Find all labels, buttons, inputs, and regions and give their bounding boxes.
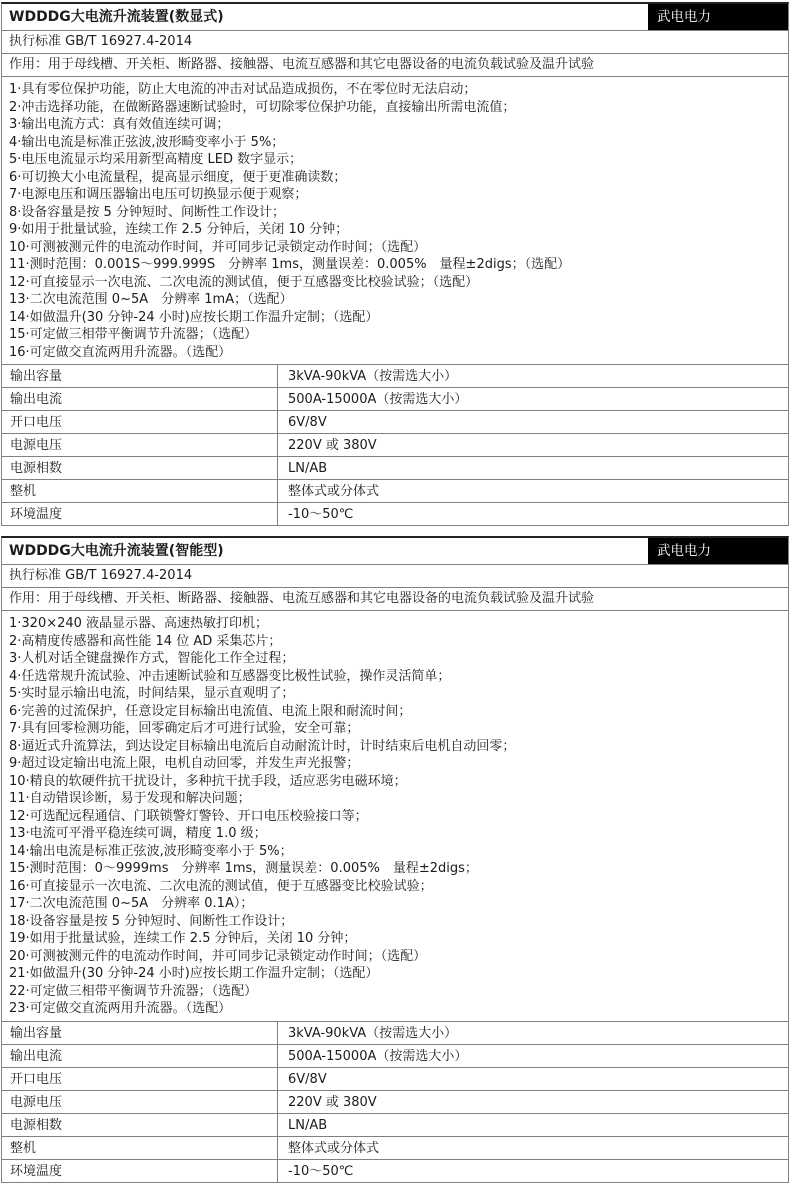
- feature-item: 22·可定做三相带平衡调节升流器；（选配）: [9, 983, 258, 999]
- spec-label: 环境温度: [2, 1160, 278, 1182]
- spec-row: [2, 434, 788, 457]
- feature-item: 7·电源电压和调压器输出电压可切换显示便于观察；: [9, 187, 308, 202]
- spec-value: 3kVA-90kVA（按需选大小）: [288, 1025, 458, 1041]
- spec-label: 开口电压: [2, 1068, 278, 1090]
- standard-row: 执行标准 GB/T 16927.4-2014: [2, 31, 788, 54]
- feature-item: 21·如做温升(30 分钟-24 小时)应按长期工作温升定制；（选配）: [9, 966, 379, 981]
- feature-item: 9·如用于批量试验，连续工作 2.5 分钟后，关闭 10 分钟；: [9, 222, 349, 237]
- spec-row: [2, 1137, 788, 1160]
- spec-table: [2, 1022, 788, 1182]
- spec-value: 3kVA-90kVA（按需选大小）: [288, 369, 458, 384]
- spec-label: 开口电压: [2, 411, 278, 433]
- spec-label: 输出电流: [2, 1045, 278, 1067]
- spec-row: [2, 1091, 788, 1114]
- brand-badge: 武电电力: [648, 538, 788, 564]
- spec-value: -10～50℃: [288, 1163, 354, 1179]
- spec-label: 整机: [2, 1137, 278, 1159]
- feature-item: 5·电压电流显示均采用新型高精度 LED 数字显示；: [9, 152, 303, 167]
- spec-row: [2, 411, 788, 434]
- standard-row: 执行标准 GB/T 16927.4-2014: [2, 565, 788, 588]
- feature-item: 8·逼近式升流算法，到达设定目标输出电流后自动耐流计时，计时结束后电机自动回零；: [9, 738, 516, 754]
- spec-value: 整体式或分体式: [288, 484, 380, 499]
- section-header: [2, 538, 788, 565]
- spec-value: 500A-15000A（按需选大小）: [288, 392, 468, 407]
- feature-item: 11·测时范围：0.001S～999.999S 分辨率 1ms，测量误差：0.005% 量程±2digs；（选配）: [9, 257, 571, 272]
- section-digital-display: [1, 2, 789, 526]
- feature-item: 18·设备容量是按 5 分钟短时、间断性工作设计；: [9, 913, 294, 929]
- feature-item: 7·具有回零检测功能，回零确定后才可进行试验，安全可靠；: [9, 721, 360, 736]
- spec-row: [2, 1022, 788, 1045]
- spec-value: LN/AB: [288, 1117, 328, 1133]
- spec-label: 整机: [2, 480, 278, 502]
- feature-item: 9·超过设定输出电流上限，电机自动回零，并发生声光报警；: [9, 756, 360, 771]
- feature-item: 6·完善的过流保护，任意设定目标输出电流值、电流上限和耐流时间；: [9, 703, 412, 719]
- spec-label: 电源相数: [2, 1114, 278, 1136]
- spec-label: 输出容量: [2, 1022, 278, 1044]
- feature-item: 15·测时范围：0～9999ms 分辨率 1ms，测量误差：0.005% 量程±2digs；: [9, 861, 478, 876]
- spec-value: 220V 或 380V: [288, 1094, 377, 1110]
- feature-item: 12·可直接显示一次电流、二次电流的测试值，便于互感器变比校验试验；（选配）: [9, 274, 479, 290]
- feature-list: [2, 77, 788, 365]
- feature-item: 8·设备容量是按 5 分钟短时、间断性工作设计；: [9, 204, 285, 220]
- feature-item: 19·如用于批量试验，连续工作 2.5 分钟后，关闭 10 分钟；: [9, 931, 357, 946]
- spec-label: 环境温度: [2, 503, 278, 525]
- spec-row: [2, 1160, 788, 1182]
- section-intelligent: [1, 536, 789, 1183]
- spec-label: 电源相数: [2, 457, 278, 479]
- feature-item: 12·可选配远程通信、门联锁警灯警铃、开口电压校验接口等；: [9, 808, 368, 824]
- spec-row: [2, 388, 788, 411]
- spec-label: 电源电压: [2, 434, 278, 456]
- feature-item: 1·320×240 液晶显示器、高速热敏打印机；: [9, 616, 269, 631]
- brand-badge: 武电电力: [648, 4, 788, 30]
- feature-item: 5·实时显示输出电流，时间结果，显示直观明了；: [9, 686, 295, 701]
- purpose-row: 作用：用于母线槽、开关柜、断路器、接触器、电流互感器和其它电器设备的电流负载试验及温升试验: [2, 54, 788, 77]
- spec-row: [2, 503, 788, 525]
- spec-row: [2, 457, 788, 480]
- spec-value: -10～50℃: [288, 507, 354, 522]
- page-title: WDDDG大电流升流装置(智能型): [9, 543, 224, 559]
- page-title: WDDDG大电流升流装置(数显式): [9, 9, 224, 25]
- spec-label: 输出电流: [2, 388, 278, 410]
- feature-item: 15·可定做三相带平衡调节升流器；（选配）: [9, 327, 258, 342]
- spec-row: [2, 1068, 788, 1091]
- feature-item: 17·二次电流范围 0~5A 分辨率 0.1A）；: [9, 896, 254, 911]
- spec-row: [2, 365, 788, 388]
- feature-item: 16·可定做交直流两用升流器。（选配）: [9, 344, 232, 360]
- feature-item: 3·输出电流方式：真有效值连续可调；: [9, 117, 230, 132]
- feature-item: 10·精良的软硬件抗干扰设计，多种抗干扰手段，适应恶劣电磁环境；: [9, 773, 407, 789]
- feature-item: 1·具有零位保护功能，防止大电流的冲击对试品造成损伤，不在零位时无法启动；: [9, 82, 477, 97]
- feature-item: 6·可切换大小电流量程，提高显示细度，便于更准确读数；: [9, 169, 347, 185]
- section-header: [2, 4, 788, 31]
- feature-item: 23·可定做交直流两用升流器。（选配）: [9, 1001, 232, 1016]
- feature-item: 16·可直接显示一次电流、二次电流的测试值，便于互感器变比校验试验；: [9, 878, 433, 894]
- feature-item: 10·可测被测元件的电流动作时间，并可同步记录锁定动作时间；（选配）: [9, 239, 427, 255]
- spec-row: [2, 1114, 788, 1137]
- feature-item: 2·高精度传感器和高性能 14 位 AD 采集芯片；: [9, 633, 282, 649]
- spec-value: 6V/8V: [288, 1071, 327, 1087]
- spec-table: [2, 365, 788, 525]
- spec-label: 输出容量: [2, 365, 278, 387]
- spec-value: 220V 或 380V: [288, 438, 377, 453]
- spec-value: 500A-15000A（按需选大小）: [288, 1048, 468, 1064]
- feature-item: 3·人机对话全键盘操作方式，智能化工作全过程；: [9, 651, 295, 666]
- feature-item: 11·自动错误诊断，易于发现和解决问题；: [9, 791, 251, 806]
- spec-value: 整体式或分体式: [288, 1140, 380, 1156]
- feature-item: 4·任选常规升流试验、冲击速断试验和互感器变比极性试验，操作灵活简单；: [9, 668, 451, 684]
- purpose-row: 作用：用于母线槽、开关柜、断路器、接触器、电流互感器和其它电器设备的电流负载试验及温升试验: [2, 588, 788, 611]
- feature-item: 13·电流可平滑平稳连续可调，精度 1.0 级；: [9, 826, 267, 841]
- spec-row: [2, 480, 788, 503]
- feature-list: [2, 611, 788, 1022]
- spec-value: 6V/8V: [288, 415, 327, 430]
- feature-item: 4·输出电流是标准正弦波,波形畸变率小于 5%；: [9, 134, 285, 150]
- spec-label: 电源电压: [2, 1091, 278, 1113]
- feature-item: 14·输出电流是标准正弦波,波形畸变率小于 5%；: [9, 843, 293, 859]
- feature-item: 13·二次电流范围 0~5A 分辨率 1mA；（选配）: [9, 292, 293, 307]
- feature-item: 2·冲击选择功能，在做断路器速断试验时，可切除零位保护功能，直接输出所需电流值；: [9, 99, 516, 115]
- feature-item: 20·可测被测元件的电流动作时间，并可同步记录锁定动作时间；（选配）: [9, 948, 427, 964]
- spec-value: LN/AB: [288, 461, 328, 476]
- feature-item: 14·如做温升(30 分钟-24 小时)应按长期工作温升定制；（选配）: [9, 309, 379, 325]
- spec-row: [2, 1045, 788, 1068]
